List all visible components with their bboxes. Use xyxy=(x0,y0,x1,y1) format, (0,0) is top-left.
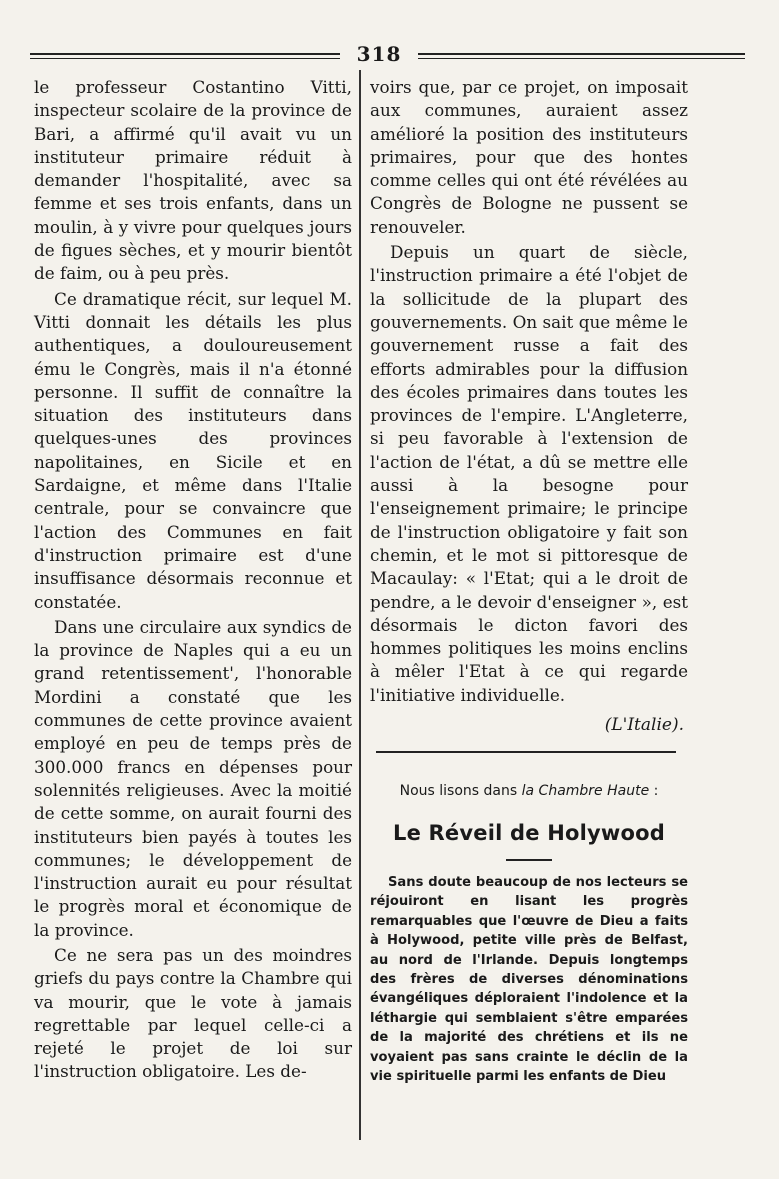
intro-end: : xyxy=(649,783,659,800)
intro-source: la Chambre Haute xyxy=(521,783,650,800)
paragraph: voirs que, par ce projet, on imposait aux communes, auraient assez amélioré la position des instituteurs primaires, pour que des hontes comme celles qui ont été révélées au Congrès de Bologne ne pussent se renouveler. xyxy=(370,77,688,237)
paragraph: Depuis un quart de siècle, l'instruction primaire a été l'objet de la sollicitude de la plupart des gouvernements. On sait que même le gouvernement russe a fait des efforts admirables pour la diffusion des écoles primaires dans toutes les provinces de l'empire. L'Angleterre, si peu favorable à l'extension de l'action de l'état, a dû se mettre elle aussi à la besogne pour l'enseignement primaire; le principe de l'instruction obligatoire y fait son chemin, et le mot si pittoresque de Macaulay: « l'Etat; qui a le droit de pendre, a le devoir d'enseigner », est désormais le dicton favori des hommes politiques les moins enclins à mêler l'Etat à ce qui regarde l'initiative individuelle. xyxy=(370,242,688,705)
header-rule-left-thin xyxy=(30,58,340,59)
right-column xyxy=(370,76,688,1086)
left-column xyxy=(34,76,352,1084)
article-title: Le Réveil de Holywood xyxy=(393,821,665,846)
page-number: 318 xyxy=(356,42,402,66)
section-divider xyxy=(376,751,676,753)
source-attribution: (L'Italie). xyxy=(604,715,684,736)
paragraph: Dans une circulaire aux syndics de la province de Naples qui a eu un grand retentissement', l'honorable Mordini a constaté que les communes de cette province avaient employé en peu de temps près de 300.000 francs en dépenses pour solennités religieuses. Avec la moitié de cette somme, on aurait fourni des instituteurs bien payés à toutes les communes; le développement de l'instruction aurait eu pour résultat le progrès moral et économique de la province. xyxy=(34,616,352,940)
header-rule-left xyxy=(30,53,340,55)
title-divider xyxy=(506,859,552,861)
paragraph: Ce ne sera pas un des moindres griefs du pays contre la Chambre qui va mourir, que le vote à jamais regrettable par lequel celle-ci a rejeté le projet de loi sur l'instruction obligatoire. Les de- xyxy=(34,944,352,1082)
article-body: Sans doute beaucoup de nos lecteurs se réjouiront en lisant les progrès remarquables que l'œuvre de Dieu a faits à Holywood, petite ville près de Belfast, au nord de l'Irlande. Depuis longtemps des frères de diverses dénominations évangéliques déploraient l'indolence et la léthargie qui semblaient s'être emparées de la majorité des chrétiens et ils ne voyaient pas sans crainte le déclin de la vie spirituelle parmi les enfants de Dieu xyxy=(370,875,688,1085)
paragraph: le professeur Costantino Vitti, inspecteur scolaire de la province de Bari, a affirmé qu'il avait vu un instituteur primaire réduit à demander l'hospitalité, avec sa femme et ses trois enfants, dans un moulin, à y vivre pour quelques jours de figues sèches, et y mourir bientôt de faim, ou à peu près. xyxy=(34,77,352,284)
article-intro xyxy=(370,783,688,799)
intro-text: Nous lisons dans xyxy=(399,783,522,800)
paragraph: Ce dramatique récit, sur lequel M. Vitti donnait les détails les plus authentiques, a douloureusement ému le Congrès, mais il n'a étonné personne. Il suffit de connaître la situation des instituteurs dans quelques-unes des provinces napolitaines, en Sicile et en Sardaigne, et même dans l'Italie centrale, pour se convaincre que l'action des Communes en fait d'instruction primaire est d'une insuffisance désormais reconnue et constatée. xyxy=(34,288,352,612)
page-header xyxy=(30,40,745,70)
header-rule-right xyxy=(418,53,745,55)
column-divider xyxy=(359,70,361,1140)
header-rule-right-thin xyxy=(418,58,745,59)
